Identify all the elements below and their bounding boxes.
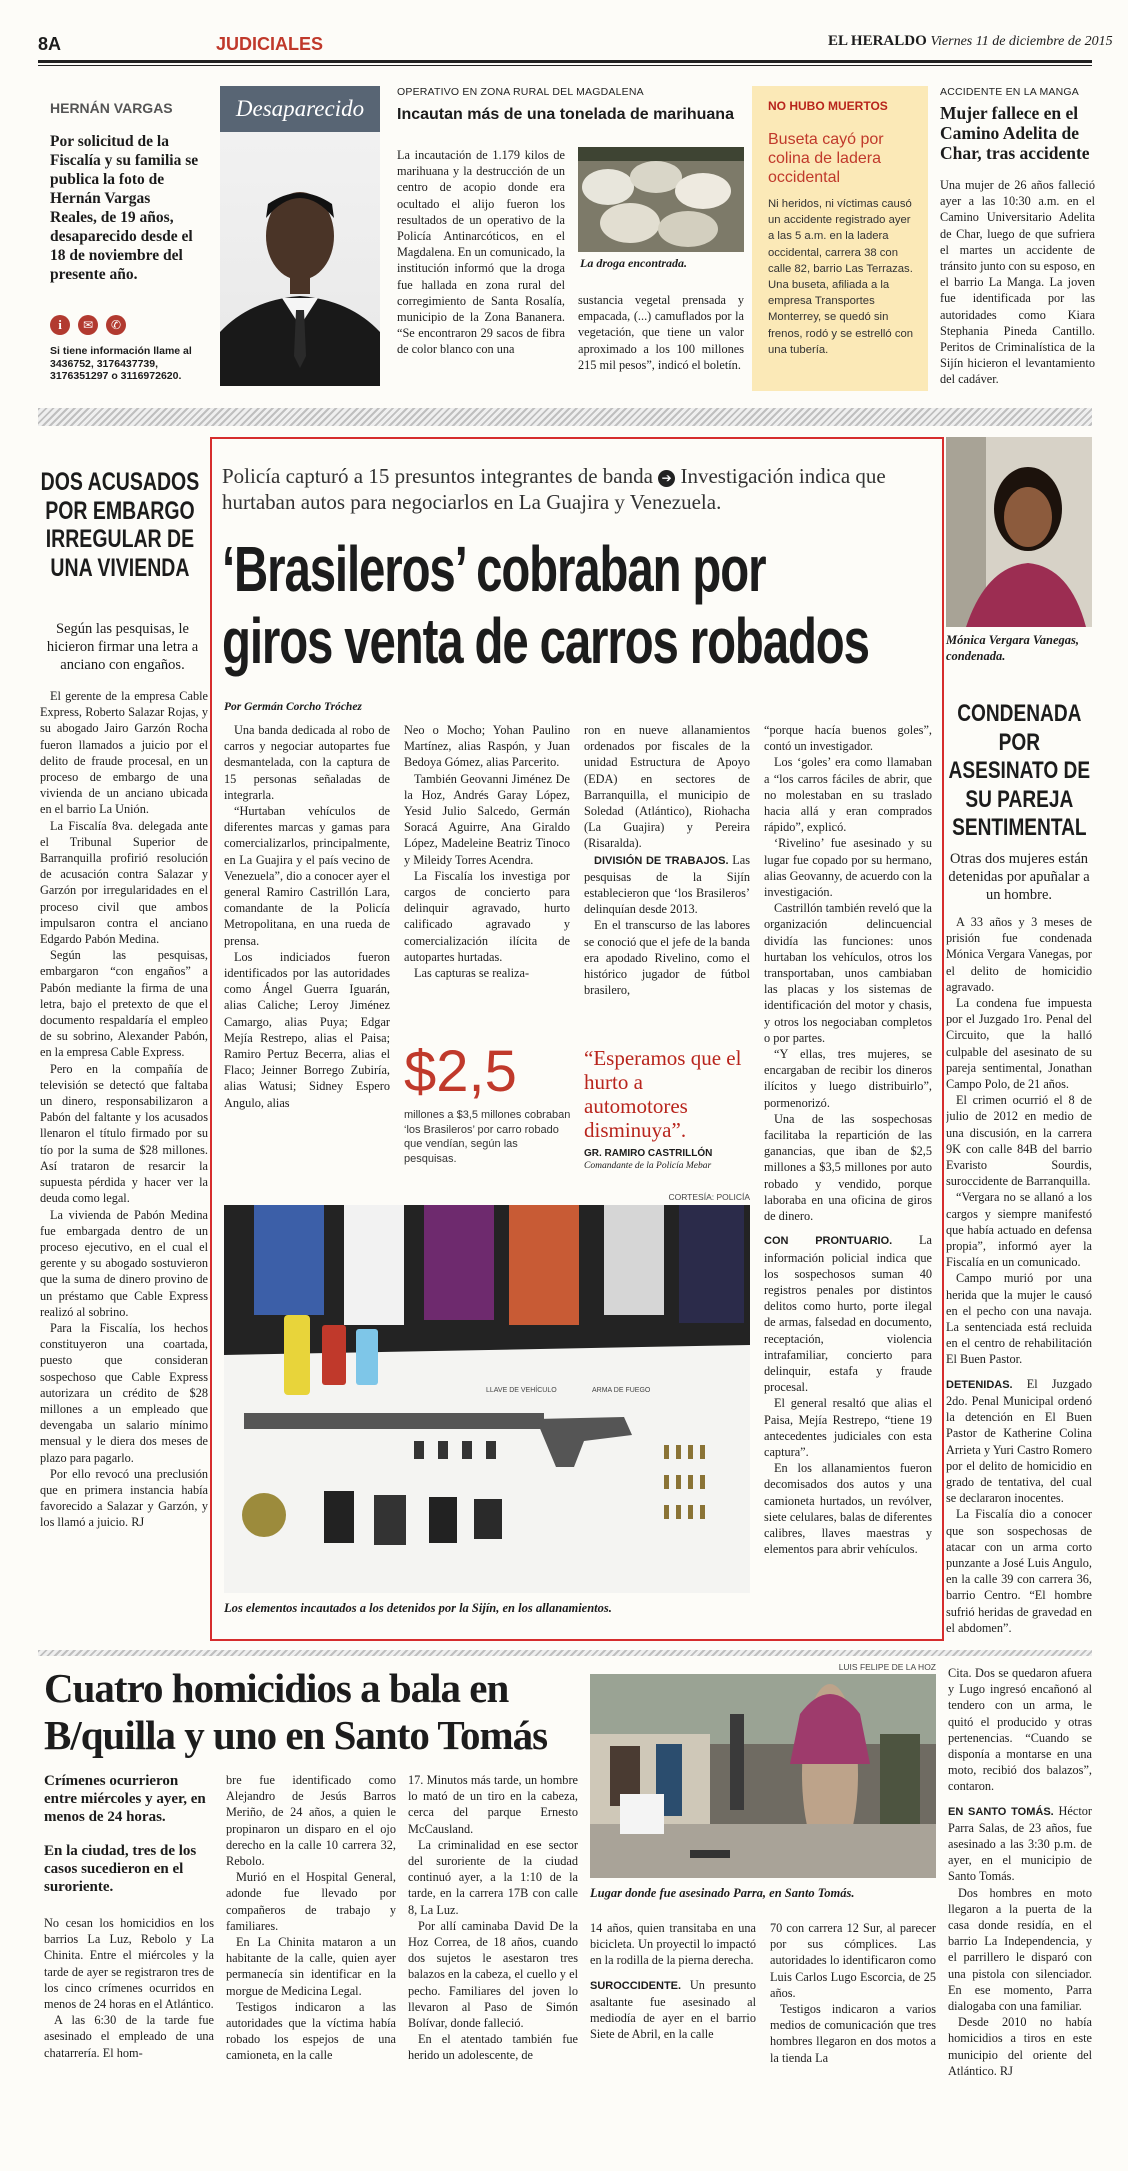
- photo-label-keys: LLAVE DE VEHÍCULO: [486, 1387, 557, 1394]
- paragraph: Los indiciados fueron identificados por las autoridades como Ángel Guerra Iguarán, alias Caliche; Leroy Jiménez Camargo, alias Puya; Edgar Mejía Restrepo, alias el Paisa; Ramiro Pertuz Becerra, alias el Flaco; Jeinner Borrego Zubiría, alias Watusi; Sidney Espero Angulo, alias: [224, 949, 390, 1110]
- marihuana-col-1: La incautación de 1.179 kilos de marihuana y la destrucción de un centro de acopio donde era ocultado el alijo fueron los resultados de un operativo de la Policía Antinarcóticos, en el Magdalena. En un comunicado, la institución informó que la droga fue hallada en zona rural del corregimiento de Santa Rosalía, municipio de la Zona Bananera. “Se encontraron 29 sacos de fibra de color blanco con una: [397, 148, 565, 357]
- paragraph: El general resaltó que alias el Paisa, Mejía Restrepo, “tiene 19 antecedentes judiciales con esta captura”.: [764, 1396, 932, 1459]
- homicidios-col-4: [590, 1920, 756, 2161]
- homicidios-deck-1: Crímenes ocurrieron entre miércoles y ayer, en menos de 24 horas.: [44, 1773, 206, 1825]
- crime-scene-photo: [590, 1674, 936, 1878]
- paragraph: La Fiscalía 8va. delegada ante el Tribunal Superior de Barranquilla profirió resolución de acusación contra Salazar y Garzón por irregularidades en el proceso civil que ambos impulsaron contra el anciano Edgardo Pabón Medina.: [40, 818, 208, 947]
- stat-value: $2,5: [404, 1039, 517, 1104]
- bus-text: Ni heridos, ni víctimas causó un accidente registrado ayer a las 5 a.m. en la ladera occidental, carrera 38 con calle 82, barrio Las Terrazas. Una buseta, afiliada a la empresa Transportes Monterrey, se quedó sin frenos, rodó y se estrelló con una tubería.: [768, 198, 914, 356]
- homicidios-col-2: [226, 1772, 396, 2161]
- paragraph: Neo o Mocho; Yohan Paulino Martínez, alias Raspón, y Juan Bedoya Gómez, alias Parcerito.: [404, 723, 570, 770]
- homicidios-col-1: [44, 1915, 214, 2161]
- paragraph: Campo murió por una herida que la mujer le causó en el pecho con una navaja. La sentenciada está recluida en el centro de rehabilitación El Buen Pastor.: [946, 1271, 1092, 1367]
- homicidios-col-3: [408, 1772, 578, 2161]
- main-deck: Policía capturó a 15 presuntos integrantes de banda ➔ Investigación indica que hurtaban autos para negociarlos en La Guajira y Venezuela.: [222, 464, 886, 514]
- main-col-1: [224, 722, 390, 1177]
- seized-items-photo: [224, 1205, 750, 1593]
- paragraph: Para la Fiscalía, los hechos constituyeron una coartada, puesto que consideran sospechoso que Cable Express autorizara un crédito de $28 millones a un empleado que devengaba un salario mínimo mensual y le diera dos meses de plazo para pagarlo.: [40, 1320, 208, 1465]
- paper-name: EL HERALDO Viernes 11 de diciembre de 2015: [828, 33, 1113, 49]
- manga-kicker: ACCIDENTE EN LA MANGA: [940, 86, 1079, 98]
- paragraph: 70 con carrera 12 Sur, al parecer por sus cómplices. Las autoridades lo identificaron como Luis Carlos Lugo Escorcia, de 25 años.: [770, 1921, 936, 2000]
- homicidios-deck-2: En la ciudad, tres de los casos sucedieron en el suroriente.: [44, 1843, 197, 1895]
- manga-text: Una mujer de 26 años falleció ayer a las 10:30 a.m. en el Camino Universitario Adelita de Char, luego de que sufriera el martes un accidente de tránsito junto con su esposo, en el barrio La Manga. La joven fue identificada por las autoridades como Kiara Stephania Pineda Cantillo. Peritos de Criminalística de la Sijín hicieron el levantamiento del cadáver.: [940, 178, 1095, 387]
- marihuana-headline: Incautan más de una tonelada de marihuana: [397, 106, 734, 123]
- paragraph: Según las pesquisas, embargaron “con engaños” a Pabón mediante la firma de una letra, bajo el pretexto de que el documento respaldaría el empleo de su sobrino, Alexander Pabón, en la empresa Cable Express.: [40, 948, 208, 1060]
- photo-tag: Desaparecido: [220, 86, 380, 132]
- paragraph: “Hurtaban vehículos de diferentes marcas y gamas para comercializarlos, principalmente, en La Guajira y el país vecino de Venezuela”, dio a conocer ayer el general Ramiro Castrillón Lara, comandante de la Policía Metropolitana, en una rueda de prensa.: [224, 804, 390, 948]
- missing-name-label: HERNÁN VARGAS: [50, 100, 173, 116]
- embargo-headline: DOS ACUSADOS POR EMBARGO IRREGULAR DE UNA VIVIENDA: [40, 468, 200, 582]
- paragraph: La Fiscalía dio a conocer que son sospechosas de atacar con un arma corto punzante a José Luis Angulo, en la calle 39 con carrera 36, barrio Centro. “El hombre sufrió heridas de gravedad en el abdomen”.: [946, 1507, 1092, 1635]
- subhead-prontuario: CON PRONTUARIO.: [764, 1235, 893, 1248]
- convicted-photo-caption: Mónica Vergara Vanegas, condenada.: [946, 633, 1080, 663]
- issue-date: Viernes 11 de diciembre de 2015: [930, 34, 1113, 49]
- paragraph: Por allí caminaba David De la Hoz Correa, de 18 años, cuando dos sujetos le asestaron tres balazos en la cabeza, el cuello y el pecho. Familiares del joven lo llevaron al Paso de Simón Bolívar, donde falleció.: [408, 1918, 578, 2031]
- missing-person-photo: [220, 86, 380, 386]
- paragraph: “porque hacía buenos goles”, contó un investigador.: [764, 723, 932, 754]
- paragraph: Una banda dedicada al robo de carros y negociar autopartes fue desmantelada, con la captura de 15 personas señaladas de integrarla.: [224, 723, 390, 802]
- paragraph: CON PRONTUARIO. La información policial indica que los sospechosos suman 40 registros penales por distintos delitos como hurto, porte ilegal de armas, falsedad en documento, receptación, violencia intrafamiliar, concierto para delinquir, estafa y fraude procesal.: [764, 1233, 932, 1395]
- subhead-division: DIVISIÓN DE TRABAJOS.: [594, 854, 729, 867]
- section-name: JUDICIALES: [216, 34, 324, 54]
- paragraph: 17. Minutos más tarde, un hombre lo mató de un tiro en la cabeza, cerca del parque Ernesto McCausland.: [408, 1773, 578, 1836]
- paragraph: También Geovanni Jiménez De la Hoz, Andrés Garay López, Yesid Julio Salcedo, Germán Soracá Aguirre, Ana Giraldo López, Madeleine Beatriz Tinoco y Mileidy Torres Acendra.: [404, 771, 570, 867]
- quote-author: GR. RAMIRO CASTRILLÓN: [584, 1148, 713, 1159]
- condenada-body: [946, 914, 1092, 1639]
- section-divider: [38, 1650, 1092, 1656]
- paragraph: DIVISIÓN DE TRABAJOS. Las pesquisas de la Sijín establecieron que ‘los Brasileros’ delinquían desde 2013.: [584, 852, 750, 917]
- paragraph: SUROCCIDENTE. Un presunto asaltante fue asesinado al mediodía de ayer en el barrio Siete de Abril, en la calle: [590, 1977, 756, 2042]
- paragraph: La Fiscalía los investiga por cargos de concierto para delinquir agravado, hurto calificado agravado y comercialización ilícita de autopartes hurtadas.: [404, 868, 570, 964]
- embargo-deck: Según las pesquisas, le hicieron firmar una letra a anciano con engaños.: [46, 621, 199, 673]
- paragraph: En los allanamientos fueron decomisados dos autos y una camioneta hurtados, un revólver, siete celulares, balas de diferentes calibres, llaves maestras y elementos para abrir vehículos.: [764, 1461, 932, 1557]
- paragraph: El gerente de la empresa Cable Express, Roberto Salazar Rojas, y su abogado Jairo Garzón Rocha fueron llamados a juicio por el delito de fraude procesal, en un proceso de embargo de una vivienda de un anciano ubicada en el barrio La Unión.: [40, 689, 208, 817]
- paragraph: “Y ellas, tres mujeres, se encargaban de recibir los dineros ilícitos y luego distribuirlo”, pormenorizó.: [764, 1047, 932, 1110]
- paragraph: 14 años, quien transitaba en una bicicleta. Un proyectil lo impactó en la rodilla de la pierna derecha.: [590, 1921, 756, 1968]
- section-divider: [38, 408, 1092, 426]
- homicidios-headline: Cuatro homicidios a bala en B/quilla y uno en Santo Tomás: [44, 1665, 548, 1758]
- photo-label-weapon: ARMA DE FUEGO: [592, 1387, 651, 1394]
- arrow-icon: ➔: [658, 470, 675, 487]
- convicted-woman-photo: [946, 437, 1092, 627]
- paragraph: “Vergara no se allanó a los cargos y siempre manifestó que había actuado en defensa propia”, informó ayer la Fiscalía en un comunicado.: [946, 1190, 1092, 1270]
- paragraph: A las 6:30 de la tarde fue asesinado el empleado de una chatarrería. El hom-: [44, 2013, 214, 2060]
- paragraph: La condena fue impuesta por el Juzgado 1ro. Penal del Circuito, que la halló culpable del asesinato de su pareja sentimental, Jonathan Campo Polo, de 21 años.: [946, 996, 1092, 1092]
- paragraph: La vivienda de Pabón Medina fue embargada dentro de un proceso ejecutivo, en el cual el gerente y su abogado sostuvieron que la suma de dinero provino de un préstamo que Cable Express realizó al sobrino.: [40, 1207, 208, 1319]
- paragraph: Cita. Dos se quedaron afuera y Lugo ingresó encañonó al tendero con un arma, le quitó el producido y otras pertenencias. “Cuando se disponía a montarse en una moto, recibió dos balazos”, contaron.: [948, 1666, 1092, 1794]
- paragraph: La criminalidad en ese sector del suroriente de la ciudad continuó ayer, a la 1:10 de la tarde, en la carrera 17B con calle 8, La Luz.: [408, 1837, 578, 1917]
- main-col-2: [404, 722, 570, 1012]
- quote-role: Comandante de la Policía Mebar: [584, 1161, 712, 1171]
- embargo-body: [40, 688, 208, 1618]
- paragraph: Una de las sospechosas facilitaba la repartición de las ganancias, que iban de $2,5 millones a $3,5 millones por auto robado y vendido, porque laboraba en una oficina de giros de dinero.: [764, 1111, 932, 1224]
- paragraph: Testigos indicaron a varios medios de comunicación que tres hombres llegaron en dos motos a la tienda La: [770, 2002, 936, 2065]
- paragraph: Castrillón también reveló que la organización delincuencial dividía las funciones: unos hurtaban los vehículos, otros los transportaban, unos cambiaban las placas y los sistemas de identificación del motor y chasis, y otros los negociaban completos o por partes.: [764, 901, 932, 1045]
- crime-scene-caption: Lugar donde fue asesinado Parra, en Santo Tomás.: [590, 1886, 855, 1900]
- paragraph: El crimen ocurrió el 8 de julio de 2012 en medio de una discusión, en la carrera 9K con calle 84B del barrio Evaristo Sourdis, suroccidente de Barranquilla.: [946, 1093, 1092, 1189]
- paragraph: En La Chinita mataron a un habitante de la calle, quien ayer permanecía sin identificar en la morgue de Medicina Legal.: [226, 1935, 396, 1998]
- photo-credit: CORTESÍA: POLICÍA: [668, 1192, 750, 1202]
- homicidios-col-5: [770, 1920, 936, 2161]
- bus-kicker: NO HUBO MUERTOS: [768, 99, 888, 113]
- paragraph: A 33 años y 3 meses de prisión fue condenada Mónica Vergara Vanegas, por el delito de homicidio agravado.: [946, 915, 1092, 994]
- main-photo-caption: Los elementos incautados a los detenidos por la Sijín, en los allanamientos.: [224, 1601, 612, 1615]
- subhead-detenidas: DETENIDAS.: [946, 1378, 1013, 1391]
- drug-photo-caption: La droga encontrada.: [580, 256, 688, 270]
- paragraph: Murió en el Hospital General, adonde fue llevado por compañeros de trabajo y familiares.: [226, 1870, 396, 1933]
- manga-headline: Mujer fallece en el Camino Adelita de Char, tras accidente: [940, 103, 1090, 163]
- paragraph: En el atentado también fue herido un adolescente, de: [408, 2032, 578, 2063]
- missing-contact: Si tiene información llame al 3436752, 3176437739, 3176351297 o 3116972620.: [50, 345, 192, 382]
- page-number: 8A: [38, 34, 62, 54]
- phone-icon: ✆: [106, 315, 126, 335]
- drug-photo: [578, 147, 744, 252]
- condenada-deck: Otras dos mujeres están detenidas por apuñalar a un hombre.: [948, 851, 1090, 903]
- stat-text: millones a $3,5 millones cobraban ‘los Brasileros’ por carro robado que vendían, según las pesquisas.: [404, 1109, 571, 1165]
- paragraph: DETENIDAS. El Juzgado 2do. Penal Municipal ordenó la detención en El Buen Pastor de Katherine Colina Arrieta y Yuri Castro Romero por el delito de homicidio en grado de tentativa, del cual se declararon inocentes.: [946, 1376, 1092, 1506]
- paragraph: No cesan los homicidios en los barrios La Luz, Rebolo y La Chinita. Entre el miércoles y la tarde de ayer se registraron tres de los cinco crímenes ocurridos en menos de 24 horas en el Atlántico.: [44, 1916, 214, 2012]
- pull-quote: “Esperamos que el hurto a automotores disminuya”.: [584, 1046, 742, 1142]
- missing-notice: Por solicitud de la Fiscalía y su familia se publica la foto de Hernán Vargas Reales, de 19 años, desaparecido desde el 18 de noviembre del presente año.: [50, 133, 199, 283]
- paragraph: Pero en la compañía de televisión se detectó que faltaba un dinero, responsabilizaron a Pabón del faltante y los acusados llenaron el título firmado por su tío por la suma de $28 millones. Así trataron de resarcir la supuesta pérdida y hacer ver la deuda como legal.: [40, 1061, 208, 1206]
- masthead-rule: [38, 60, 1092, 63]
- email-icon: ✉: [78, 315, 98, 335]
- main-col-4: [764, 722, 932, 1632]
- paragraph: EN SANTO TOMÁS. Héctor Parra Salas, de 23 años, fue asesinado a las 3:30 p.m. de ayer, en el municipio de Santo Tomás.: [948, 1803, 1092, 1884]
- paragraph: Por ello revocó una preclusión que en primera instancia había favorecido a Salazar y Garzón, y los llamó a juicio. RJ: [40, 1466, 208, 1530]
- homicidios-photo-credit: LUIS FELIPE DE LA HOZ: [838, 1662, 936, 1672]
- main-col-3: [584, 722, 750, 1012]
- paragraph: bre fue identificado como Alejandro de Jesús Barros Meriño, de 24 años, a quien le propinaron un disparo en el ojo derecho en la calle 10 carrera 32, Rebolo.: [226, 1773, 396, 1869]
- paragraph: ‘Rivelino’ fue asesinado y su lugar fue copado por su hermano, alias Geovanny, de acuerdo con la investigación.: [764, 836, 932, 900]
- subhead-suroccidente: SUROCCIDENTE.: [590, 1979, 682, 1992]
- info-icon: i: [50, 315, 70, 335]
- paragraph: Dos hombres en moto llegaron a la puerta de la casa donde residía, en el barrio La Independencia, y el parrillero le disparó con una pistola con silenciador. En ese momento, Parra dialogaba con una familiar.: [948, 1885, 1092, 2014]
- paragraph: Los ‘goles’ era como llamaban a “los carros fáciles de abrir, que no molestaban en su traslado hacia allá y eran comprados rápido”, explicó.: [764, 755, 932, 835]
- marihuana-col-2: sustancia vegetal prensada y empacada, (...) camuflados por la vegetación, que tiene un valor aproximado a los 100 millones 215 mil pesos”, indicó el boletín.: [578, 293, 744, 372]
- paragraph: Las capturas se realiza-: [414, 966, 530, 981]
- marihuana-kicker: OPERATIVO EN ZONA RURAL DEL MAGDALENA: [397, 86, 644, 98]
- paragraph: Desde 2010 no había homicidios a tiros en este municipio del oriente del Atlántico. RJ: [948, 2015, 1092, 2078]
- paragraph: En el transcurso de las labores se conoció que el jefe de la banda era apodado Rivelino, como el histórico jugador de fútbol brasilero,: [584, 918, 750, 998]
- homicidios-col-6: [948, 1665, 1092, 2161]
- bus-headline: Buseta cayó por colina de ladera occidental: [768, 131, 884, 186]
- condenada-headline: CONDENADA POR ASESINATO DE SU PAREJA SENTIMENTAL: [948, 700, 1091, 841]
- paragraph: Testigos indicaron a las autoridades que la víctima había robado los espejos de una camioneta, en la calle: [226, 1999, 396, 2063]
- paragraph: ron en nueve allanamientos ordenados por fiscales de la unidad Estructura de Apoyo (EDA) en sectores de Barranquilla, el municipio de Soledad (Atlántico), Riohacha (La Guajira) y Pereira (Risaralda).: [584, 723, 750, 851]
- contact-icons: [50, 315, 170, 339]
- subhead-santo-tomas: EN SANTO TOMÁS.: [948, 1805, 1054, 1818]
- main-byline: Por Germán Corcho Tróchez: [224, 701, 362, 713]
- main-headline: ‘Brasileros’ cobraban por giros venta de carros robados: [222, 533, 869, 677]
